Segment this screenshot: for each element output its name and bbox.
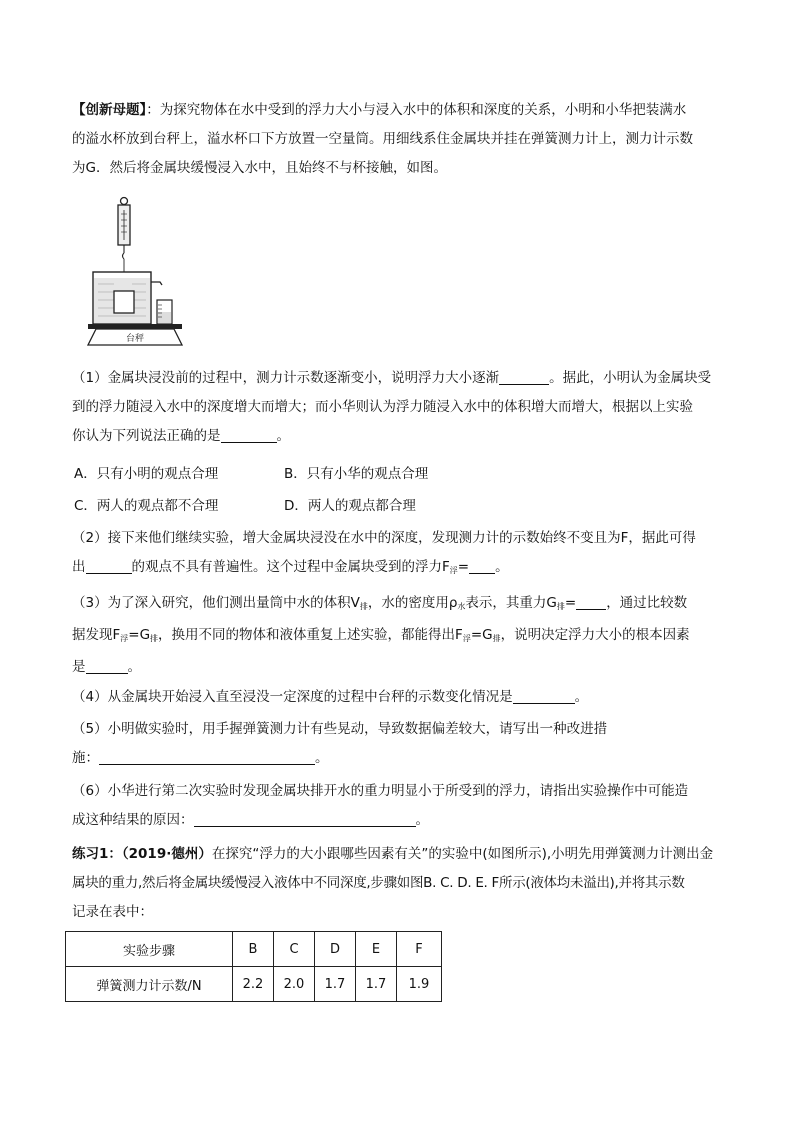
practice-line-3: 记录在表中：: [72, 904, 153, 920]
q3-text: ，说明决定浮力大小的根本因素: [500, 627, 690, 643]
question-5: [72, 715, 732, 773]
answer-blank[interactable]: [513, 689, 575, 704]
q5-text: 。: [315, 750, 329, 766]
q3-text: （3）为了深入研究，他们测出量筒中水的体积V: [72, 595, 360, 611]
answer-blank[interactable]: [99, 750, 315, 765]
table-header-row: [66, 932, 442, 967]
answer-blank[interactable]: [576, 595, 606, 610]
q3-text: 据发现F: [72, 627, 121, 643]
q3-text: 表示，其重力G: [465, 595, 557, 611]
practice-line-1: 在探究“浮力的大小跟哪些因素有关”的实验中(如图所示),小明先用弹簧测力计测出金: [211, 846, 714, 862]
table-header-label: 实验步骤: [66, 932, 233, 967]
q1-line-2: 到的浮力随浸入水中的深度增大而增大；而小华则认为浮力随浸入水中的体积增大而增大，根据以上实验: [72, 399, 693, 415]
table-cell: 1.7: [315, 967, 356, 1002]
data-table: [65, 931, 442, 1002]
intro-line-2: 的溢水杯放到台秤上，溢水杯口下方放置一空量筒。用细线系住金属块并挂在弹簧测力计上，测力计示数: [72, 131, 693, 147]
q3-text: ，水的密度用ρ: [367, 595, 458, 611]
q4-text: 。: [574, 689, 589, 705]
answer-blank[interactable]: [86, 559, 132, 574]
table-cell: 1.9: [397, 967, 442, 1002]
question-2: [72, 524, 732, 585]
q3-text: ，通过比较数: [606, 595, 688, 611]
scale-label: 台秤: [125, 334, 145, 344]
subscript-pai: 排: [556, 602, 565, 611]
option-a[interactable]: A．只有小明的观点合理: [74, 466, 219, 482]
intro-tag: 【创新母题】: [72, 102, 147, 118]
metal-block: [114, 291, 134, 313]
table-header-cell: E: [356, 932, 397, 967]
q3-text: =G: [470, 627, 493, 643]
practice-line-2: 属块的重力,然后将金属块缓慢浸入液体中不同深度,步骤如图B. C. D. E. F所示(液体均未溢出),并将其示数: [72, 875, 685, 891]
practice-1: [72, 840, 732, 927]
q2-line-2b: 的观点不具有普遍性。这个过程中金属块受到的浮力F: [131, 559, 450, 575]
q6-line-1: （6）小华进行第二次实验时发现金属块排开水的重力明显小于所受到的浮力，请指出实验操作中可能造: [72, 783, 689, 799]
q5-text: 施：: [72, 750, 99, 766]
intro-line-1: ：为探究物体在水中受到的浮力大小与浸入水中的体积和深度的关系，小明和小华把装满水: [146, 102, 687, 118]
measuring-cylinder-icon: [157, 300, 172, 324]
q3-text: ，换用不同的物体和液体重复上述实验，都能得出F: [158, 627, 463, 643]
option-d[interactable]: D．两人的观点都合理: [284, 498, 416, 514]
table-header-cell: B: [233, 932, 274, 967]
option-b[interactable]: B．只有小华的观点合理: [284, 466, 429, 482]
q2-line-2d: 。: [495, 559, 509, 575]
table-row: [66, 967, 442, 1002]
q1-line-3b: 。: [276, 428, 290, 444]
q3-text: =G: [128, 627, 151, 643]
q2-equals: =: [457, 559, 470, 575]
table-cell: 1.7: [356, 967, 397, 1002]
subscript-shui: 水: [457, 602, 466, 611]
q1-line-3a: 你认为下列说法正确的是: [72, 428, 221, 444]
subscript-fu: 浮: [120, 634, 129, 643]
table-cell: 2.0: [274, 967, 315, 1002]
q5-line-1: （5）小明做实验时，用手握弹簧测力计有些晃动，导致数据偏差较大，请写出一种改进措: [72, 721, 608, 737]
intro-paragraph: [72, 96, 732, 183]
q3-text: 。: [127, 659, 141, 675]
question-4: [72, 683, 732, 712]
answer-blank[interactable]: [221, 428, 277, 443]
q2-line-1: （2）接下来他们继续实验，增大金属块浸没在水中的深度，发现测力计的示数始终不变且为F，据此可得: [72, 530, 696, 546]
question-3: [72, 589, 732, 682]
table-header-cell: F: [397, 932, 442, 967]
q2-line-2a: 出: [72, 559, 86, 575]
spring-scale-icon: [118, 198, 130, 260]
subscript-pai: 排: [150, 634, 159, 643]
subscript-fu: 浮: [462, 634, 471, 643]
answer-blank[interactable]: [86, 659, 128, 674]
table-header-cell: C: [274, 932, 315, 967]
question-6: [72, 777, 732, 835]
answer-blank[interactable]: [469, 559, 495, 574]
q6-text: 成这种结果的原因：: [72, 812, 194, 828]
table-cell: 2.2: [233, 967, 274, 1002]
question-1: [72, 364, 732, 451]
subscript-pai: 排: [492, 634, 501, 643]
q3-text: =: [564, 595, 577, 611]
practice-tag: 练习1：（2019·德州）: [72, 846, 212, 862]
answer-blank[interactable]: [194, 812, 416, 827]
option-c[interactable]: C．两人的观点都不合理: [74, 498, 219, 514]
subscript-pai: 排: [359, 602, 368, 611]
overflow-cup-icon: [93, 272, 162, 324]
experiment-figure: [84, 196, 188, 348]
q3-text: 是: [72, 659, 86, 675]
table-header-cell: D: [315, 932, 356, 967]
intro-line-3: 为G．然后将金属块缓慢浸入水中，且始终不与杯接触，如图。: [72, 160, 447, 176]
answer-blank[interactable]: [499, 370, 549, 385]
subscript-fu: 浮: [449, 566, 458, 575]
q1-line-1a: （1）金属块浸没前的过程中，测力计示数逐渐变小，说明浮力大小逐渐: [72, 370, 500, 386]
q6-text: 。: [415, 812, 429, 828]
q1-line-1b: 。据此，小明认为金属块受: [549, 370, 712, 386]
q4-text: （4）从金属块开始浸入直至浸没一定深度的过程中台秤的示数变化情况是: [72, 689, 513, 705]
table-row-label: 弹簧测力计示数/N: [66, 967, 233, 1002]
